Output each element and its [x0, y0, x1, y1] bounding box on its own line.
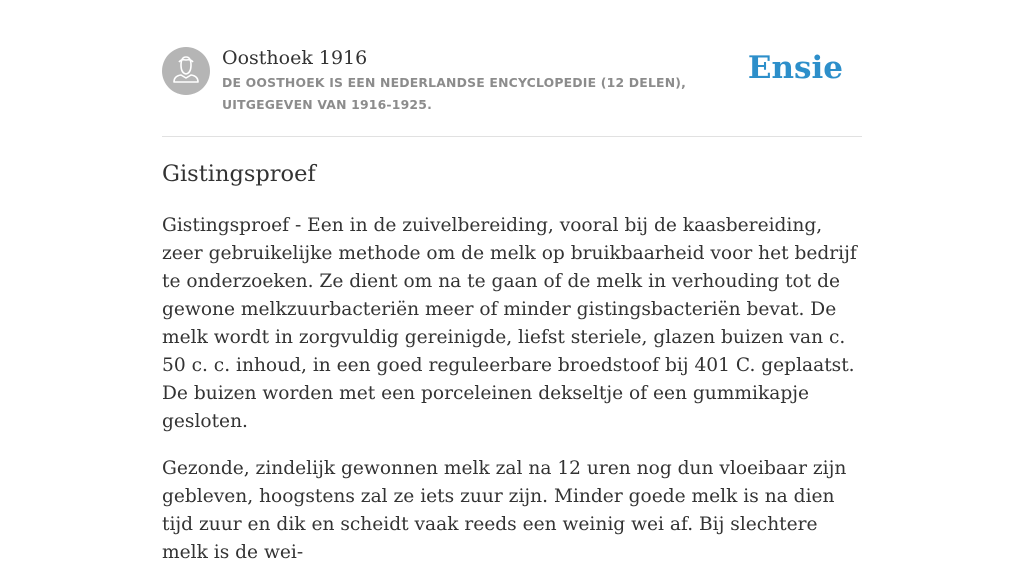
brand-logo[interactable]: Ensie [747, 50, 843, 86]
source-description: DE OOSTHOEK IS EEN NEDERLANDSE ENCYCLOPEDIE (12 DELEN), UITGEGEVEN VAN 1916-1925. [222, 75, 687, 112]
article-body [162, 212, 862, 586]
article-title: Gistingsproef [162, 161, 316, 187]
source-header [162, 44, 862, 137]
article-paragraph: Gistingsproef - Een in de zuivelbereiding, vooral bij de kaasbereiding, zeer gebruikelijke methode om de melk op bruikbaarheid voor het bedrijf te onderzoeken. Ze dient om na te gaan of de melk in verhouding tot de gewone melkzuurbacteriën meer of minder gistingsbacteriën bevat. De melk wordt in zorgvuldig gereinigde, liefst steriele, glazen buizen van c. 50 c. c. inhoud, in een goed reguleerbare broedstoof bij 401 C. geplaatst. De buizen worden met een porceleinen dekseltje of een gummikapje gesloten. [162, 215, 857, 432]
source-title[interactable]: Oosthoek 1916 [222, 47, 368, 69]
user-icon[interactable] [162, 47, 210, 95]
article-paragraph: Gezonde, zindelijk gewonnen melk zal na 12 uren nog dun vloeibaar zijn gebleven, hoogstens zal ze iets zuur zijn. Minder goede melk is na dien tijd zuur en dik en scheidt vaak reeds een weinig wei af. Bij slechtere melk is de wei- [162, 458, 847, 563]
